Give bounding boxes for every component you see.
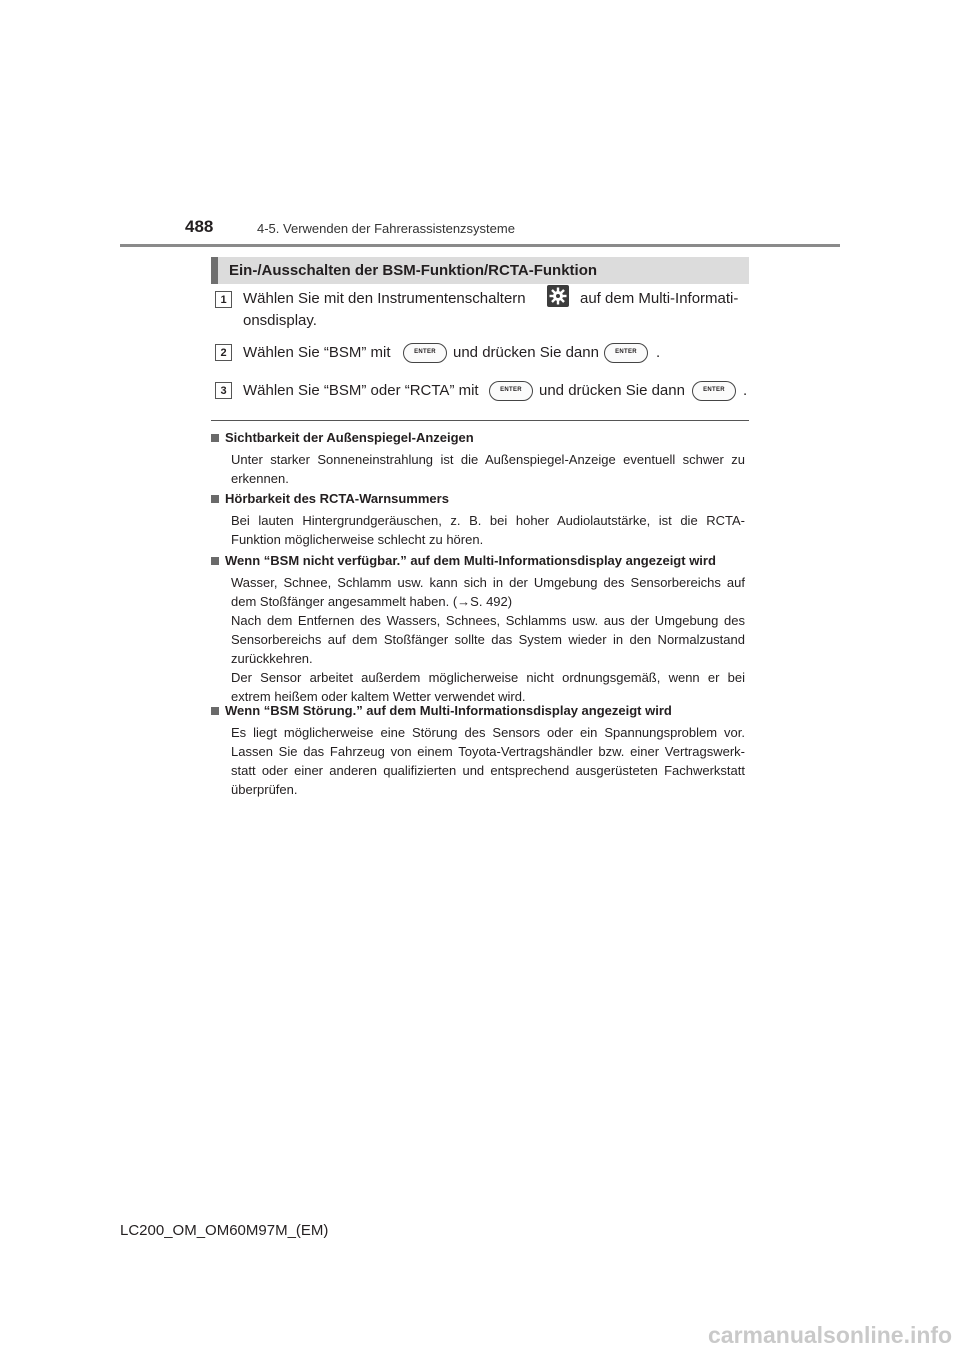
section-heading-bar: [211, 257, 749, 284]
chapter-title: 4-5. Verwenden der Fahrerassistenzsysteme: [257, 221, 515, 236]
note-body: Es liegt möglicherweise eine Störung des Sensors oder ein Spannungsproblem vor. Lassen Sie das Fahrzeug von einem Toyota-Vertragshändler bzw. einer Vertragswerk-statt oder einer anderen qualifizierten und entsprechend ausgerüsteten Fachwerkstatt überprüfen.: [231, 725, 745, 797]
step-2-text-a: Wählen Sie “BSM” mit: [243, 344, 391, 361]
enter-button-icon: ENTER: [403, 343, 447, 363]
note-body: Wasser, Schnee, Schlamm usw. kann sich in der Umgebung des Sensorbereichs auf dem Stoßfänger angesammelt haben. (→S. 492) Nach dem Entfernen des Wassers, Schnees, Schlamms usw. aus der Umgebung des Sensorbereichs auf dem Stoßfänger sollte das System wieder in den Normalzustand zurückkehren. Der Sensor arbeitet außerdem möglicherweise nicht ordnungsgemäß, wenn er bei extrem heißem oder kaltem Wetter verwendet wird.: [231, 575, 745, 704]
note-heading: Hörbarkeit des RCTA-Warnsummers: [211, 491, 449, 506]
bullet-square-icon: [211, 434, 219, 442]
step-3-text-b: und drücken Sie dann: [539, 382, 685, 399]
bullet-square-icon: [211, 557, 219, 565]
note-body: Bei lauten Hintergrundgeräuschen, z. B. bei hoher Audiolautstärke, ist die RCTA-Funktion möglicherweise schlecht zu hören.: [231, 513, 745, 547]
step-3-text-a: Wählen Sie “BSM” oder “RCTA” mit: [243, 382, 479, 399]
section-separator: [211, 420, 749, 421]
step-3-text-c: .: [743, 382, 748, 399]
enter-button-icon: ENTER: [692, 381, 736, 401]
step-2-text-b: und drücken Sie dann: [453, 344, 599, 361]
section-title: Ein-/Ausschalten der BSM-Funktion/RCTA-Funktion: [229, 262, 598, 279]
note-heading: Sichtbarkeit der Außenspiegel-Anzeigen: [211, 430, 474, 445]
bullet-square-icon: [211, 495, 219, 503]
step-number-2: 2: [215, 344, 232, 361]
step-1-text-end: auf dem Multi-Informati-: [580, 290, 739, 307]
enter-button-icon: ENTER: [604, 343, 648, 363]
header-rule: [120, 244, 840, 247]
enter-button-icon: ENTER: [489, 381, 533, 401]
bullet-square-icon: [211, 707, 219, 715]
note-heading: Wenn “BSM Störung.” auf dem Multi-Informationsdisplay angezeigt wird: [211, 703, 672, 718]
step-1-text-line2: onsdisplay.: [243, 312, 317, 329]
step-1-text-start: Wählen Sie mit den Instrumentenschaltern: [243, 290, 526, 307]
watermark: carmanualsonline.info: [708, 1322, 953, 1348]
document-code: LC200_OM_OM60M97M_(EM): [120, 1222, 329, 1239]
gear-icon: [547, 285, 569, 307]
step-number-1: 1: [215, 291, 232, 308]
step-number-3: 3: [215, 382, 232, 399]
page-number: 488: [185, 217, 214, 236]
note-heading: Wenn “BSM nicht verfügbar.” auf dem Multi-Informationsdisplay angezeigt wird: [211, 553, 716, 568]
step-2-text-c: .: [656, 344, 661, 361]
note-body: Unter starker Sonneneinstrahlung ist die Außenspiegel-Anzeige eventuell schwer zu erkennen.: [231, 452, 745, 486]
